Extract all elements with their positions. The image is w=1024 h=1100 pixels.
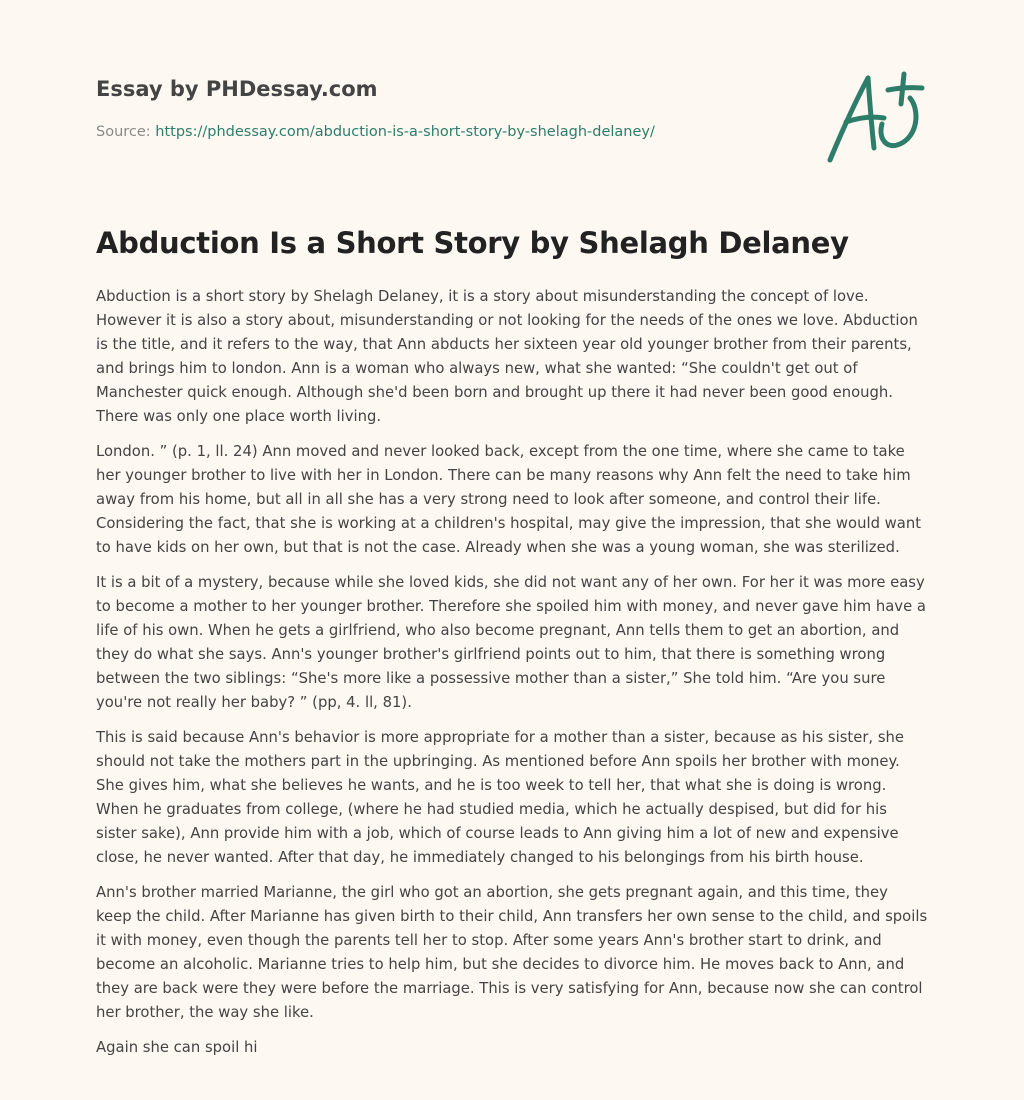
site-brand: Essay by PHDessay.com [96,77,378,101]
paragraph: Abduction is a short story by Shelagh Delaney, it is a story about misunderstanding the concept of love. However it is also a story about, misunderstanding or not looking for the needs of the ones we love. Abduction is the title, and it refers to the way, that Ann abducts her sixteen year old younger brother from their parents, and brings him to london. Ann is a woman who always new, what she wanted: “She couldn't get out of Manchester quick enough. Although she'd been born and brought up there it had never been good enough. There was only one place worth living. [96,288,918,425]
source-label: Source: [96,124,156,140]
article-title: Abduction Is a Short Story by Shelagh Delaney [96,226,849,260]
paragraph: It is a bit of a mystery, because while she loved kids, she did not want any of her own. For her it was more easy to become a mother to her younger brother. Therefore she spoiled him with money, and never gave him have a life of his own. When he gets a girlfriend, who also become pregnant, Ann tells them to get an abortion, and they do what she says. Ann's younger brother's girlfriend points out to him, that there is something wrong between the two siblings: “She's more like a possessive mother than a sister,” She told him. “Are you sure you're not really her baby? ” (pp, 4. ll, 81). [96,574,926,711]
paragraph: Again she can spoil hi [96,1039,258,1056]
source-link[interactable]: https://phdessay.com/abduction-is-a-short-story-by-shelagh-delaney/ [155,124,655,140]
article-body [96,285,928,1071]
paragraph: London. ” (p. 1, ll. 24) Ann moved and never looked back, except from the one time, where she came to take her younger brother to live with her in London. There can be many reasons why Ann felt the need to take him away from his home, but all in all she has a very strong need to look after someone, and control their life. Considering the fact, that she is working at a children's hospital, may give the impression, that she would want to have kids on her own, but that is not the case. Already when she was a young woman, she was sterilized. [96,443,922,556]
source-line [96,124,655,140]
paragraph: This is said because Ann's behavior is more appropriate for a mother than a sister, because as his sister, she should not take the mothers part in the upbringing. As mentioned before Ann spoils her brother with money. She gives him, what she believes he wants, and he is too week to tell her, that what she is doing is wrong. When he graduates from college, (where he had studied media, which he actually despised, but did for his sister sake), Ann provide him with a job, which of course leads to Ann giving him a lot of new and expensive close, he never wanted. After that day, he immediately changed to his belongings from his birth house. [96,729,905,866]
paragraph: Ann's brother married Marianne, the girl who got an abortion, she gets pregnant again, and this time, they keep the child. After Marianne has given birth to their child, Ann transfers her own sense to the child, and spoils it with money, even though the parents tell her to stop. After some years Ann's brother start to drink, and become an alcoholic. Marianne tries to help him, but she decides to divorce him. He moves back to Ann, and they are back were they were before the marriage. This is very satisfying for Ann, because now she can control her brother, the way she like. [96,884,928,1021]
a-plus-logo-icon [824,66,928,168]
